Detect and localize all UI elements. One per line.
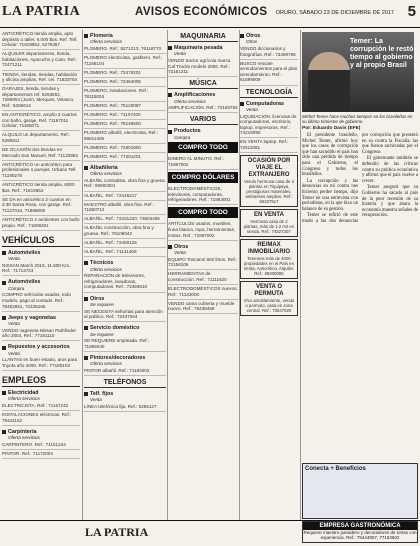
classified-ad: PINTOR albañil. Ref.: 71184002 (84, 367, 166, 376)
category-heading: Carpintería (2, 429, 80, 435)
classified-ad: PLOMERO. Ref.: 71107400 (84, 111, 166, 120)
classified-ad: PLOMERO electricista, gasfitero. Ref.: 71166104 (84, 54, 166, 69)
category-block (168, 128, 238, 140)
classified-ad: ALQUILO un departamento, Ref.: 5280911 (2, 131, 80, 146)
category-heading: Automóviles (2, 279, 80, 285)
classifieds-column-3 (168, 30, 238, 520)
category-block (84, 296, 166, 308)
classified-ad: ALBAÑIL. Ref.: 72445217 (84, 192, 166, 201)
category-subheading: Oferta servicios (90, 361, 122, 367)
category-block (240, 33, 298, 45)
classified-ad: SE DA en anticrético 2 cuartos en 3.30 Santa Rosa, con garaje. Ref.: 71127010, 71868808 (2, 196, 80, 216)
category-heading: Telf. fijos (84, 391, 166, 397)
category-subheading: Venta (174, 51, 186, 57)
classified-ad: PINTOR. Ref.: 71172004 (2, 450, 80, 459)
category-subheading: Venta (8, 256, 20, 262)
article-paragraph: Temer aseguró que su Gobierno ha sacado al país de la peor recesión de su historia y que ahora la economía muestra señales de recuperación. (362, 185, 418, 219)
classified-ad: ELECTRODOMÉSTICOS nuevos. Ref.: 71133000 (168, 285, 238, 300)
category-block (2, 390, 80, 402)
classified-ad: EN ANTICRÉTICO, amplio 3 cuartos con baño, garaje, Ref. 71167011 Celular: 71165071 (2, 111, 80, 131)
section-heading: VEHÍCULOS (2, 235, 80, 247)
classified-ad: ANTICRÉTICO 2 ambientes con baño propio. Ref.: 71808401 (2, 216, 80, 231)
page-number: 5 (407, 3, 416, 20)
classified-ad: VENDO cama cubierta y mueble nuevo. Ref.: 79438468 (168, 300, 238, 315)
boxed-ad-text: Vendo hermosa casa de 2 plantas en Tiquipaya, prestigiosos materiales, ambientes amplios. Ref.: 65327517 (244, 179, 294, 205)
article-paragraph: Temer se refirió de este modo a las dos denuncias por corrupción que presentó en su contra la Fiscalía, las que fueron archivadas por el Congreso. (302, 133, 418, 224)
category-block (168, 45, 238, 57)
display-ad-banner: COMPRO TODO (168, 207, 238, 218)
category-heading: Servicio doméstico (84, 325, 166, 331)
article-paragraph: El presidente brasileño, Michel Temer, afirmó hoy que los casos de corrupción que han sacudido el país han sido una pérdida de tiempo para el Gobierno, el Congreso y todos los brasileños. (302, 133, 358, 178)
classified-ad: COMPRO vehículos usados, todo modelo, pago al contado. Ref.: 78462951, 72435166 (2, 291, 80, 311)
category-heading: Albañilería (84, 165, 166, 171)
boxed-ad-text: Tenemos más de 4000 propiedades en el País en Venta, Anticrético, Alquiler. Ref.: 68330006 (243, 256, 295, 277)
boxed-ad (240, 281, 298, 316)
person-figure (308, 52, 350, 112)
category-block (84, 33, 166, 45)
boxed-ad (240, 209, 298, 237)
category-block (84, 355, 166, 367)
category-heading: Pintores/decoradores (84, 355, 166, 361)
classified-ad: ELECTRODOMÉSTICOS, televisores, computadoras, refrigeradores. Ref.: 71863001 (168, 185, 238, 205)
classified-ad: PLOMERO, instalaciones. Ref.: 78115004 (84, 87, 166, 102)
category-block (84, 325, 166, 337)
category-heading: Computadoras (240, 101, 298, 107)
category-heading: Maquinaria pesada (168, 45, 238, 51)
classified-ad: VENDO diccionarios y fotografías. Ref.: 73469796 (240, 45, 298, 60)
category-heading: Repuestos y accesorios (2, 344, 80, 350)
classified-ad: ALBAÑIL. Ref.: 72450125 (84, 239, 166, 248)
category-subheading: Oferta servicios (8, 435, 40, 441)
classified-ad: PLOMERO albañil, electricista, Ref.: 69611405 (84, 129, 166, 144)
classified-ad: ALBAÑIL. Ref.: 72431220, 73804406 (84, 215, 166, 224)
classified-ad: ELECTRICISTA. Ref.: 71167242 (2, 402, 80, 411)
classified-ad: PLOMERO. Ref.: 77201201 (84, 153, 166, 162)
column-divider (82, 30, 83, 520)
news-headline: Temer: La corrupción le restó tiempo al gobierno y al propio Brasil (350, 38, 414, 69)
classified-ad: ARTÍCULOS usados, muebles, línea blanca, ropa, herramientas, motos. Ref.: 71867002 (168, 220, 238, 240)
category-subheading: Oferta servicios (90, 39, 122, 45)
classified-ad: ALBAÑIL contratista, obra fina y gruesa. Ref.: 69600301 (84, 177, 166, 192)
classifieds-column-1 (2, 30, 80, 520)
ad-label: Conecta + Beneficios (305, 466, 366, 472)
category-subheading: Venta (8, 350, 20, 356)
section-title: AVISOS ECONÓMICOS (135, 6, 268, 18)
page-header (0, 0, 420, 28)
classified-ad: PLOMERO. Ref.: 72464005 (84, 78, 166, 87)
classified-ad: LIQUIDACIÓN, licencias de computadoras, escritorio, laptop, impresoras. Ref.: 74219090 (240, 113, 298, 139)
category-subheading: Oferta servicios (8, 396, 40, 402)
category-block (2, 429, 80, 441)
category-subheading: Oferta servicios (174, 98, 206, 104)
category-subheading: Compra (174, 134, 191, 140)
classified-ad: HERRAMIENTAS de construcción. Ref.: 71111620 (168, 270, 238, 285)
boxed-ad-title: RE/MAX INMOBILIARIO (248, 242, 290, 256)
classifieds-column-2 (84, 30, 166, 520)
category-heading: Otros (84, 296, 166, 302)
classified-ad: ALQUILER departamento, tienda, habitaciones, Ayacucho y Caro, Ref.: 72471211 (2, 50, 80, 70)
classified-ad: SE NECESITA señoritas para atención al público. Ref.: 72437044 (84, 308, 166, 323)
classified-ad: NISSAN March 2015, 11.500 Km. Ref.: 71713723 (2, 262, 80, 277)
classified-ad: SE REQUIERE empleada. Ref.: 71865040 (84, 337, 166, 352)
section-heading: VARIOS (168, 116, 238, 125)
boxed-ad-title: VENTA O PERMUTA (254, 284, 284, 298)
classified-ad: ANTICRÉTICO un anticrético para profesionales o parejas. Urbano Telf. 71190276 (2, 161, 80, 181)
classified-ad: PLOMERO. Ref.: 5271213, 76118770 (84, 45, 166, 54)
boxed-ad-title: EN VENTA (254, 212, 284, 219)
category-block (2, 344, 80, 356)
category-block (168, 244, 238, 256)
boxed-ad-text: Hermosa casa de 2 plantas, más de 1.2 m2 en tienda. Ref.: 74527307 (243, 219, 295, 235)
classifieds-column-4 (240, 30, 298, 520)
classified-ad: ALBAÑIL. Ref.: 71131409 (84, 248, 166, 257)
classified-ad: EQUIPO Toscanni 800 litros. Ref.: 72156106 (168, 256, 238, 271)
category-subheading: Se requiere (90, 331, 114, 337)
category-heading: Otros (240, 33, 298, 39)
column-divider (300, 30, 301, 520)
category-block (2, 315, 80, 327)
category-block (2, 279, 80, 291)
classified-ad: DINERO AL MINUTO. Ref.: 71867002 (168, 155, 238, 170)
news-photo (302, 32, 414, 112)
classified-ad: PLOMERO. Ref.: 72479201 (84, 69, 166, 78)
page-footer (0, 520, 420, 546)
category-subheading: Oferta servicios (90, 266, 122, 272)
category-subheading: Otros (246, 39, 258, 45)
category-subheading: Oferta servicios (90, 171, 122, 177)
category-subheading: Venta (246, 106, 258, 112)
category-subheading: Venta (8, 321, 20, 327)
category-heading: Electricidad (2, 390, 80, 396)
classified-ad: MAESTRO albañil, obra fina. Ref.: 71860712 (84, 201, 166, 216)
section-heading: EMPLEOS (2, 375, 80, 387)
article-body (302, 133, 418, 225)
advertisement-banner[interactable] (302, 463, 418, 519)
employment-ad-text: Requiere maestro panadero y decoradores de tortas con experiencia. Ref.: 75444907, 77153602 (303, 530, 417, 541)
display-ad-banner: COMPRO DÓLARES (168, 172, 238, 183)
section-heading: MÚSICA (168, 80, 238, 89)
classified-ad: VENDO tractor agrícola marca Caf Trucks modelo 2006. Ref.: 72161311 (168, 57, 238, 77)
classified-ad: PLOMERO. Ref.: 72601900 (84, 144, 166, 153)
category-heading: Productos (168, 128, 238, 134)
classified-ad: PLOMERO. Ref.: 75120087 (84, 102, 166, 111)
photo-caption: Michel Temer hace muchos tiempos en los brasileños en su último trimestre de gobierno. (302, 114, 413, 125)
article-byline: Por: Eduardo Davis (EFE) (302, 126, 361, 132)
classified-ad: VENDO vagoneta Nissan Pathfinder año 2004, Ref.: 77181110 (2, 327, 80, 342)
classified-ad: REPARACIÓN de televisores, refrigeradores, lavadoras, computadoras. Ref.: 72459810 (84, 272, 166, 292)
category-subheading: Venta (174, 250, 186, 256)
classified-ad: ANTICRÉTICO tienda amplia, 6000 $us. Ref.: 71819852 (2, 181, 80, 196)
news-column (302, 30, 418, 520)
category-heading: Técnicos (84, 260, 166, 266)
classified-ad: AMPLIFICACIÓN. Ref.: 72160764 (168, 104, 238, 113)
section-heading: TECNOLOGÍA (240, 89, 298, 98)
category-heading: Otros (168, 244, 238, 250)
classified-ad: LLANTAS en buen estado, aros para Toyota año 2000. Ref.: 77180103 (2, 356, 80, 371)
classified-ad: ANTICRÉTICO tienda amplia, apto depósito o taller, 6,000 $us. Ref. Telf. Celular: 71819852, 5276457 (2, 30, 80, 50)
category-subheading: Venta (90, 397, 102, 403)
classified-ad: TIENDA, tiendas, tiendas, habitación y oficina amplias, Ref. cel. 71833754 (2, 71, 80, 86)
category-block (84, 165, 166, 177)
category-subheading: Compra (8, 285, 25, 291)
dateline: ORURO, SÁBADO 23 DE DICIEMBRE DE 2017 (275, 10, 394, 16)
employment-ad (302, 521, 418, 543)
classified-ad: PLOMERO. Ref.: 78146600 (84, 120, 166, 129)
newspaper-brand: LA PATRIA (2, 4, 81, 19)
classified-ad: ALBAÑIL construcción, obra fina y gruesa. Ref.: 76109042 (84, 224, 166, 239)
article-paragraph: El gobernante también se defendió de las críticas contra su política económica y afirmó que el país vuelve a crecer. (362, 156, 418, 184)
classified-ad: GARAJES, tienda, tiendas y departamentos ref. 5263552, 7266904 (Junín, Merques, Velasco, Ref.: 5265614 (2, 85, 80, 111)
category-block (168, 92, 238, 104)
employment-ad-title: EMPRESA GASTRONÓMICA (303, 522, 417, 530)
classified-ad: CARPINTERO. Ref.: 71151244 (2, 441, 80, 450)
boxed-ad-text: Vivo amoblamiento, vendo o permuto, casa en zona central. Ref.: 72547020 (243, 298, 295, 314)
category-block (2, 250, 80, 262)
boxed-ad (240, 239, 298, 279)
boxed-ad-title: OCASIÓN POR VIAJE EL EXTRANJERO (247, 158, 291, 179)
article-paragraph: La corrupción y las denuncias en mi contra nos hicieron perder tiempo, dijo Temer en una entrevista con periodistas, en la que hizo un balance de su gestión. (302, 178, 358, 212)
classified-ad: BUSCO rescate arrendamientos para el plan arrendamiento. Ref.: 61599009 (240, 60, 298, 86)
category-block (84, 260, 166, 272)
section-heading: TELÉFONOS (84, 379, 166, 388)
category-block (240, 101, 298, 113)
category-heading: Amplificaciones (168, 92, 238, 98)
category-heading: Automóviles (2, 250, 80, 256)
classified-ad: INSTALACIONES eléctricas. Ref.: 79441162 (2, 411, 80, 426)
classified-ad: LÍNEA telefónica fija. Ref.: 5255127 (84, 403, 166, 412)
category-heading: Jeeps y vagonetas (2, 315, 80, 321)
boxed-ad (240, 155, 298, 207)
footer-brand: LA PATRIA (85, 525, 149, 539)
category-block (84, 391, 166, 403)
category-heading: Plomería (84, 33, 166, 39)
section-heading: MAQUINARIA (168, 33, 238, 42)
classified-ad: DE OCASIÓN dos tiendas en Mercado San Manuel, Ref. 71133982 (2, 146, 80, 161)
display-ad-banner: COMPRO TODO (168, 142, 238, 153)
category-subheading: Se requiere (90, 301, 114, 307)
classified-ad: EN VENTA laptop. Ref.: 72511081 (240, 138, 298, 153)
